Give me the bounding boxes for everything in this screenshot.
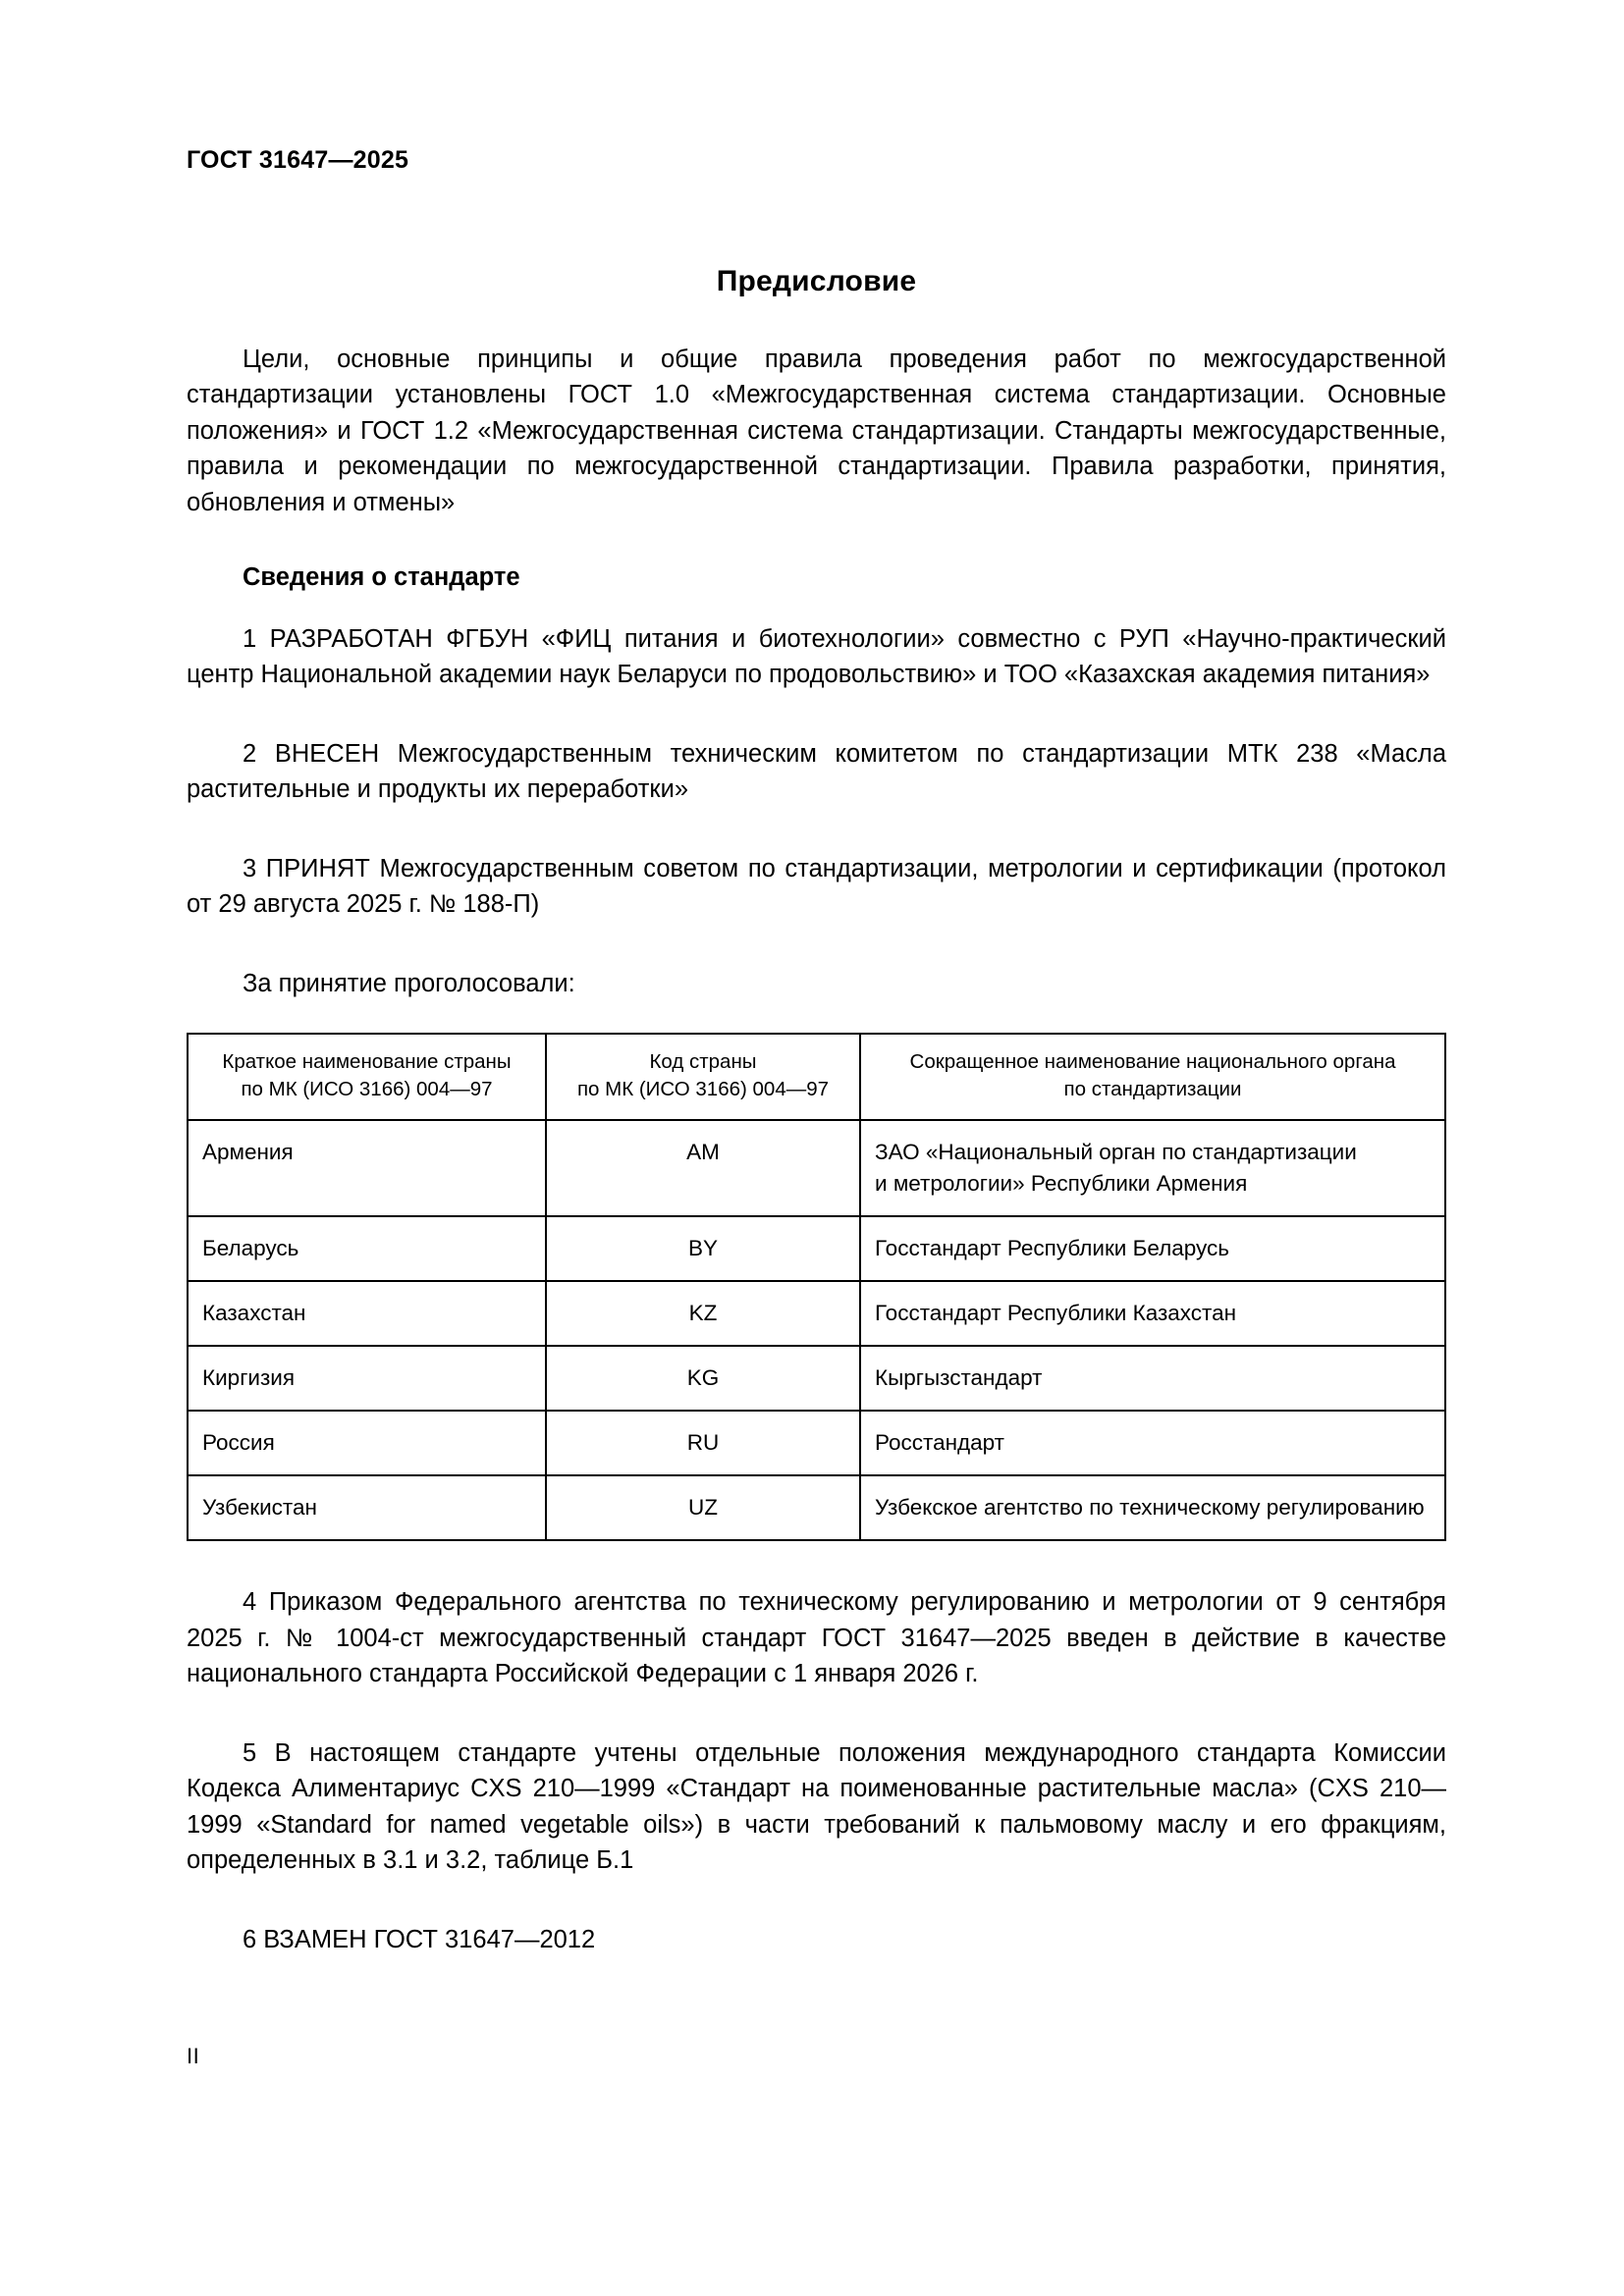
- standard-info-item-3: 3 ПРИНЯТ Межгосударственным советом по стандартизации, метрологии и сертификации (протокол от 29 августа 2025 г. № 188-П): [187, 854, 1446, 918]
- table-header-country: [188, 1034, 546, 1120]
- table-row: [188, 1411, 1445, 1475]
- standard-info-item-6: 6 ВЗАМЕН ГОСТ 31647—2012: [243, 1925, 596, 1953]
- page-number: II: [187, 2044, 200, 2068]
- cell-authority: [860, 1120, 1445, 1216]
- cell-authority-line-1: Узбекское агентство по техническому регулированию: [875, 1495, 1425, 1520]
- standard-info-heading: Сведения о стандарте: [243, 563, 520, 591]
- table-header-authority: [860, 1034, 1445, 1120]
- cell-code: KZ: [546, 1281, 860, 1346]
- table-header-code-line-1: Код страны: [649, 1050, 757, 1073]
- cell-code: AM: [546, 1120, 860, 1216]
- page-content: [187, 147, 1446, 1957]
- cell-authority-line-1: Госстандарт Республики Беларусь: [875, 1236, 1230, 1260]
- table-header-code-line-2: по МК (ИСО 3166) 004—97: [576, 1078, 830, 1100]
- table-header-code: [546, 1034, 860, 1120]
- table-row: [188, 1281, 1445, 1346]
- page-title: Предисловие: [716, 264, 917, 297]
- cell-country: Армения: [188, 1120, 546, 1216]
- table-row: [188, 1346, 1445, 1411]
- cell-authority-line-1: Кыргызстандарт: [875, 1365, 1043, 1390]
- cell-country: Узбекистан: [188, 1475, 546, 1540]
- cell-authority-line-2: и метрологии» Республики Армения: [875, 1171, 1248, 1196]
- table-row: [188, 1120, 1445, 1216]
- cell-country: Киргизия: [188, 1346, 546, 1411]
- cell-country: Россия: [188, 1411, 546, 1475]
- standard-info-item-4: 4 Приказом Федерального агентства по техническому регулированию и метрологии от 9 сентября 2025 г. № 1004-ст межгосударственный стандарт ГОСТ 31647—2025 введен в действие в качестве национального стандарта Российской Федерации с 1 января 2026 г.: [187, 1588, 1446, 1687]
- cell-authority: [860, 1411, 1445, 1475]
- standard-info-item-2: 2 ВНЕСЕН Межгосударственным техническим комитетом по стандартизации МТК 238 «Масла растительные и продукты их переработки»: [187, 739, 1446, 803]
- standard-info-item-5: 5 В настоящем стандарте учтены отдельные положения международного стандарта Комиссии Кодекса Алиментариус CXS 210—1999 «Стандарт на поименованные растительные масла» (CXS 210—1999 «Standard for named vegetable oils») в части требований к пальмовому маслу и его фракциям, определенных в 3.1 и 3.2, таблице Б.1: [187, 1738, 1446, 1874]
- foreword-intro-paragraph: Цели, основные принципы и общие правила проведения работ по межгосударственной стандартизации установлены ГОСТ 1.0 «Межгосударственная система стандартизации. Основные положения» и ГОСТ 1.2 «Межгосударственная система стандартизации. Стандарты межгосударственные, правила и рекомендации по межгосударственной стандартизации. Правила разработки, принятия, обновления и отмены»: [187, 345, 1446, 516]
- table-row: [188, 1475, 1445, 1540]
- cell-country: Казахстан: [188, 1281, 546, 1346]
- cell-authority: [860, 1216, 1445, 1281]
- cell-authority-line-1: ЗАО «Национальный орган по стандартизации: [875, 1140, 1357, 1164]
- cell-authority: [860, 1475, 1445, 1540]
- voting-countries-table: [187, 1033, 1446, 1541]
- table-row: [188, 1216, 1445, 1281]
- cell-country: Беларусь: [188, 1216, 546, 1281]
- cell-authority: [860, 1346, 1445, 1411]
- table-header-country-line-1: Краткое наименование страны: [222, 1050, 512, 1073]
- cell-authority-line-1: Росстандарт: [875, 1430, 1004, 1455]
- cell-authority: [860, 1281, 1445, 1346]
- standard-info-item-1: 1 РАЗРАБОТАН ФГБУН «ФИЦ питания и биотехнологии» совместно с РУП «Научно-практический центр Национальной академии наук Беларуси по продовольствию» и ТОО «Казахская академия питания»: [187, 624, 1446, 688]
- table-header-authority-line-1: Сокращенное наименование национального органа: [909, 1050, 1396, 1073]
- cell-authority-line-1: Госстандарт Республики Казахстан: [875, 1301, 1237, 1325]
- table-header-country-line-2: по МК (ИСО 3166) 004—97: [241, 1078, 493, 1100]
- table-header-authority-line-2: по стандартизации: [1063, 1078, 1242, 1100]
- cell-code: BY: [546, 1216, 860, 1281]
- cell-code: RU: [546, 1411, 860, 1475]
- running-head: ГОСТ 31647—2025: [187, 146, 409, 174]
- table-header-row: [188, 1034, 1445, 1120]
- cell-code: UZ: [546, 1475, 860, 1540]
- cell-code: KG: [546, 1346, 860, 1411]
- vote-intro-line: За принятие проголосовали:: [243, 969, 575, 997]
